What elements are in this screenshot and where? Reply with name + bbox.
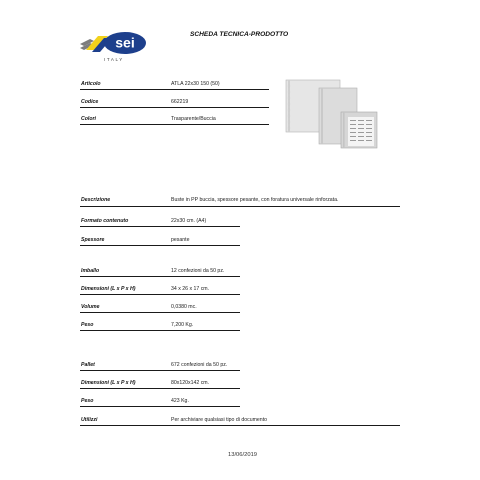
- label-formato: Formato contenuto: [81, 218, 129, 224]
- value-imballo: 12 confezioni da 50 pz.: [171, 268, 225, 274]
- value-volume: 0,0380 mc.: [171, 304, 197, 310]
- label-colori: Colori: [81, 116, 96, 122]
- sheet-protector-product-image: [283, 78, 381, 150]
- page-title: SCHEDA TECNICA-PRODOTTO: [190, 31, 289, 38]
- value-descrizione: Buste in PP buccia, spessore pesante, con foratura universale rinforzata.: [171, 197, 339, 203]
- label-articolo: Articolo: [81, 81, 101, 87]
- value-articolo: ATLA 22x30 150 (50): [171, 81, 220, 87]
- label-codice: Codice: [81, 99, 99, 105]
- row-divider: [80, 425, 400, 426]
- label-peso-imballo: Peso: [81, 322, 94, 328]
- label-dimensioni-imballo: Dimensioni (L x P x H): [81, 286, 136, 292]
- row-divider: [80, 206, 400, 207]
- value-pallet: 672 confezioni da 50 pz.: [171, 362, 228, 368]
- value-utilizzi: Per archiviare qualsiasi tipo di documento: [171, 417, 268, 423]
- footer-date: 13/06/2019: [228, 452, 258, 458]
- label-imballo: Imballo: [81, 268, 100, 274]
- value-dimensioni-imballo: 34 x 26 x 17 cm.: [171, 286, 210, 292]
- label-volume: Volume: [81, 304, 100, 310]
- label-peso-pallet: Peso: [81, 398, 94, 404]
- label-utilizzi: Utilizzi: [81, 417, 98, 423]
- row-divider: [80, 330, 240, 331]
- brand-sub: ITALY: [104, 57, 124, 62]
- row-divider: [80, 107, 269, 108]
- brand-text: sei: [115, 34, 135, 51]
- row-divider: [80, 370, 240, 371]
- row-divider: [80, 312, 240, 313]
- value-dimensioni-pallet: 80x120x142 cm.: [171, 380, 210, 386]
- row-divider: [80, 245, 240, 246]
- label-descrizione: Descrizione: [81, 197, 111, 203]
- row-divider: [80, 406, 240, 407]
- row-divider: [80, 276, 240, 277]
- row-divider: [80, 388, 240, 389]
- value-formato: 22x30 cm. (A4): [171, 218, 207, 224]
- value-codice: 662219: [171, 99, 189, 105]
- value-peso-pallet: 423 Kg.: [171, 398, 189, 404]
- value-peso-imballo: 7,200 Kg.: [171, 322, 194, 328]
- label-dimensioni-pallet: Dimensioni (L x P x H): [81, 380, 136, 386]
- row-divider: [80, 294, 240, 295]
- row-divider: [80, 226, 240, 227]
- row-divider: [80, 124, 269, 125]
- label-spessore: Spessore: [81, 237, 105, 243]
- value-colori: Trasparente/Buccia: [171, 116, 216, 122]
- row-divider: [80, 89, 269, 90]
- label-pallet: Pallet: [81, 362, 95, 368]
- value-spessore: pesante: [171, 237, 190, 243]
